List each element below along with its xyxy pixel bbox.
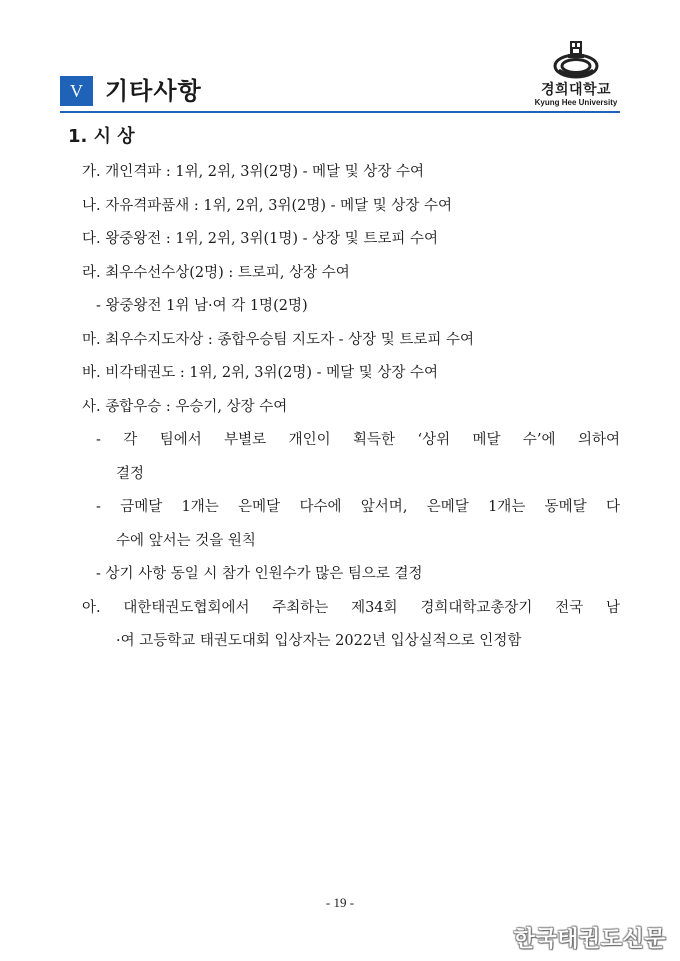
section-numeral: V <box>60 76 93 106</box>
watermark: 한국태권도신문 <box>513 927 666 952</box>
page-number: - 19 - <box>325 895 355 910</box>
logo-name-korean: 경희대학교 <box>540 82 612 98</box>
list-item: 사. 종합우승 : 우승기, 상장 수여 <box>82 398 288 415</box>
document-body <box>68 122 620 659</box>
sub-list-item: - 왕중왕전 1위 남·여 각 1명(2명) <box>96 298 308 314</box>
sub-list-item: - 금메달 1개는 은메달 다수에 앞서며, 은메달 1개는 동메달 다 <box>96 499 620 515</box>
section-title: 기타사항 <box>105 77 202 105</box>
sub-list-item: - 각 팀에서 부별로 개인이 획득한 ‘상위 메달 수’에 의하여 <box>96 432 620 448</box>
logo-name-english: Kyung Hee University <box>534 98 618 107</box>
sub-list-item-continuation: 결정 <box>116 465 145 482</box>
list-item-continuation: ·여 고등학교 태권도대회 입상자는 2022년 입상실적으로 인정함 <box>116 633 522 649</box>
list-item: 나. 자유격파품새 : 1위, 2위, 3위(2명) - 메달 및 상장 수여 <box>82 197 453 214</box>
list-item: 다. 왕중왕전 : 1위, 2위, 3위(1명) - 상장 및 트로피 수여 <box>82 231 439 247</box>
university-logo <box>532 40 620 112</box>
list-item: 마. 최우수지도자상 : 종합우승팀 지도자 - 상장 및 트로피 수여 <box>82 331 475 348</box>
sub-list-item-continuation: 수에 앞서는 것을 원칙 <box>116 532 256 549</box>
university-emblem-icon <box>553 40 599 82</box>
list-item: 가. 개인격파 : 1위, 2위, 3위(2명) - 메달 및 상장 수여 <box>82 164 425 180</box>
list-item: 바. 비각태권도 : 1위, 2위, 3위(2명) - 메달 및 상장 수여 <box>82 365 439 381</box>
list-item: 라. 최우수선수상(2명) : 트로피, 상장 수여 <box>82 264 350 281</box>
subsection-heading: 1. 시 상 <box>68 126 135 147</box>
list-item: 아. 대한태권도협회에서 주최하는 제34회 경희대학교총장기 전국 남 <box>82 599 620 616</box>
sub-list-item: - 상기 사항 동일 시 참가 인원수가 많은 팀으로 결정 <box>96 566 423 582</box>
